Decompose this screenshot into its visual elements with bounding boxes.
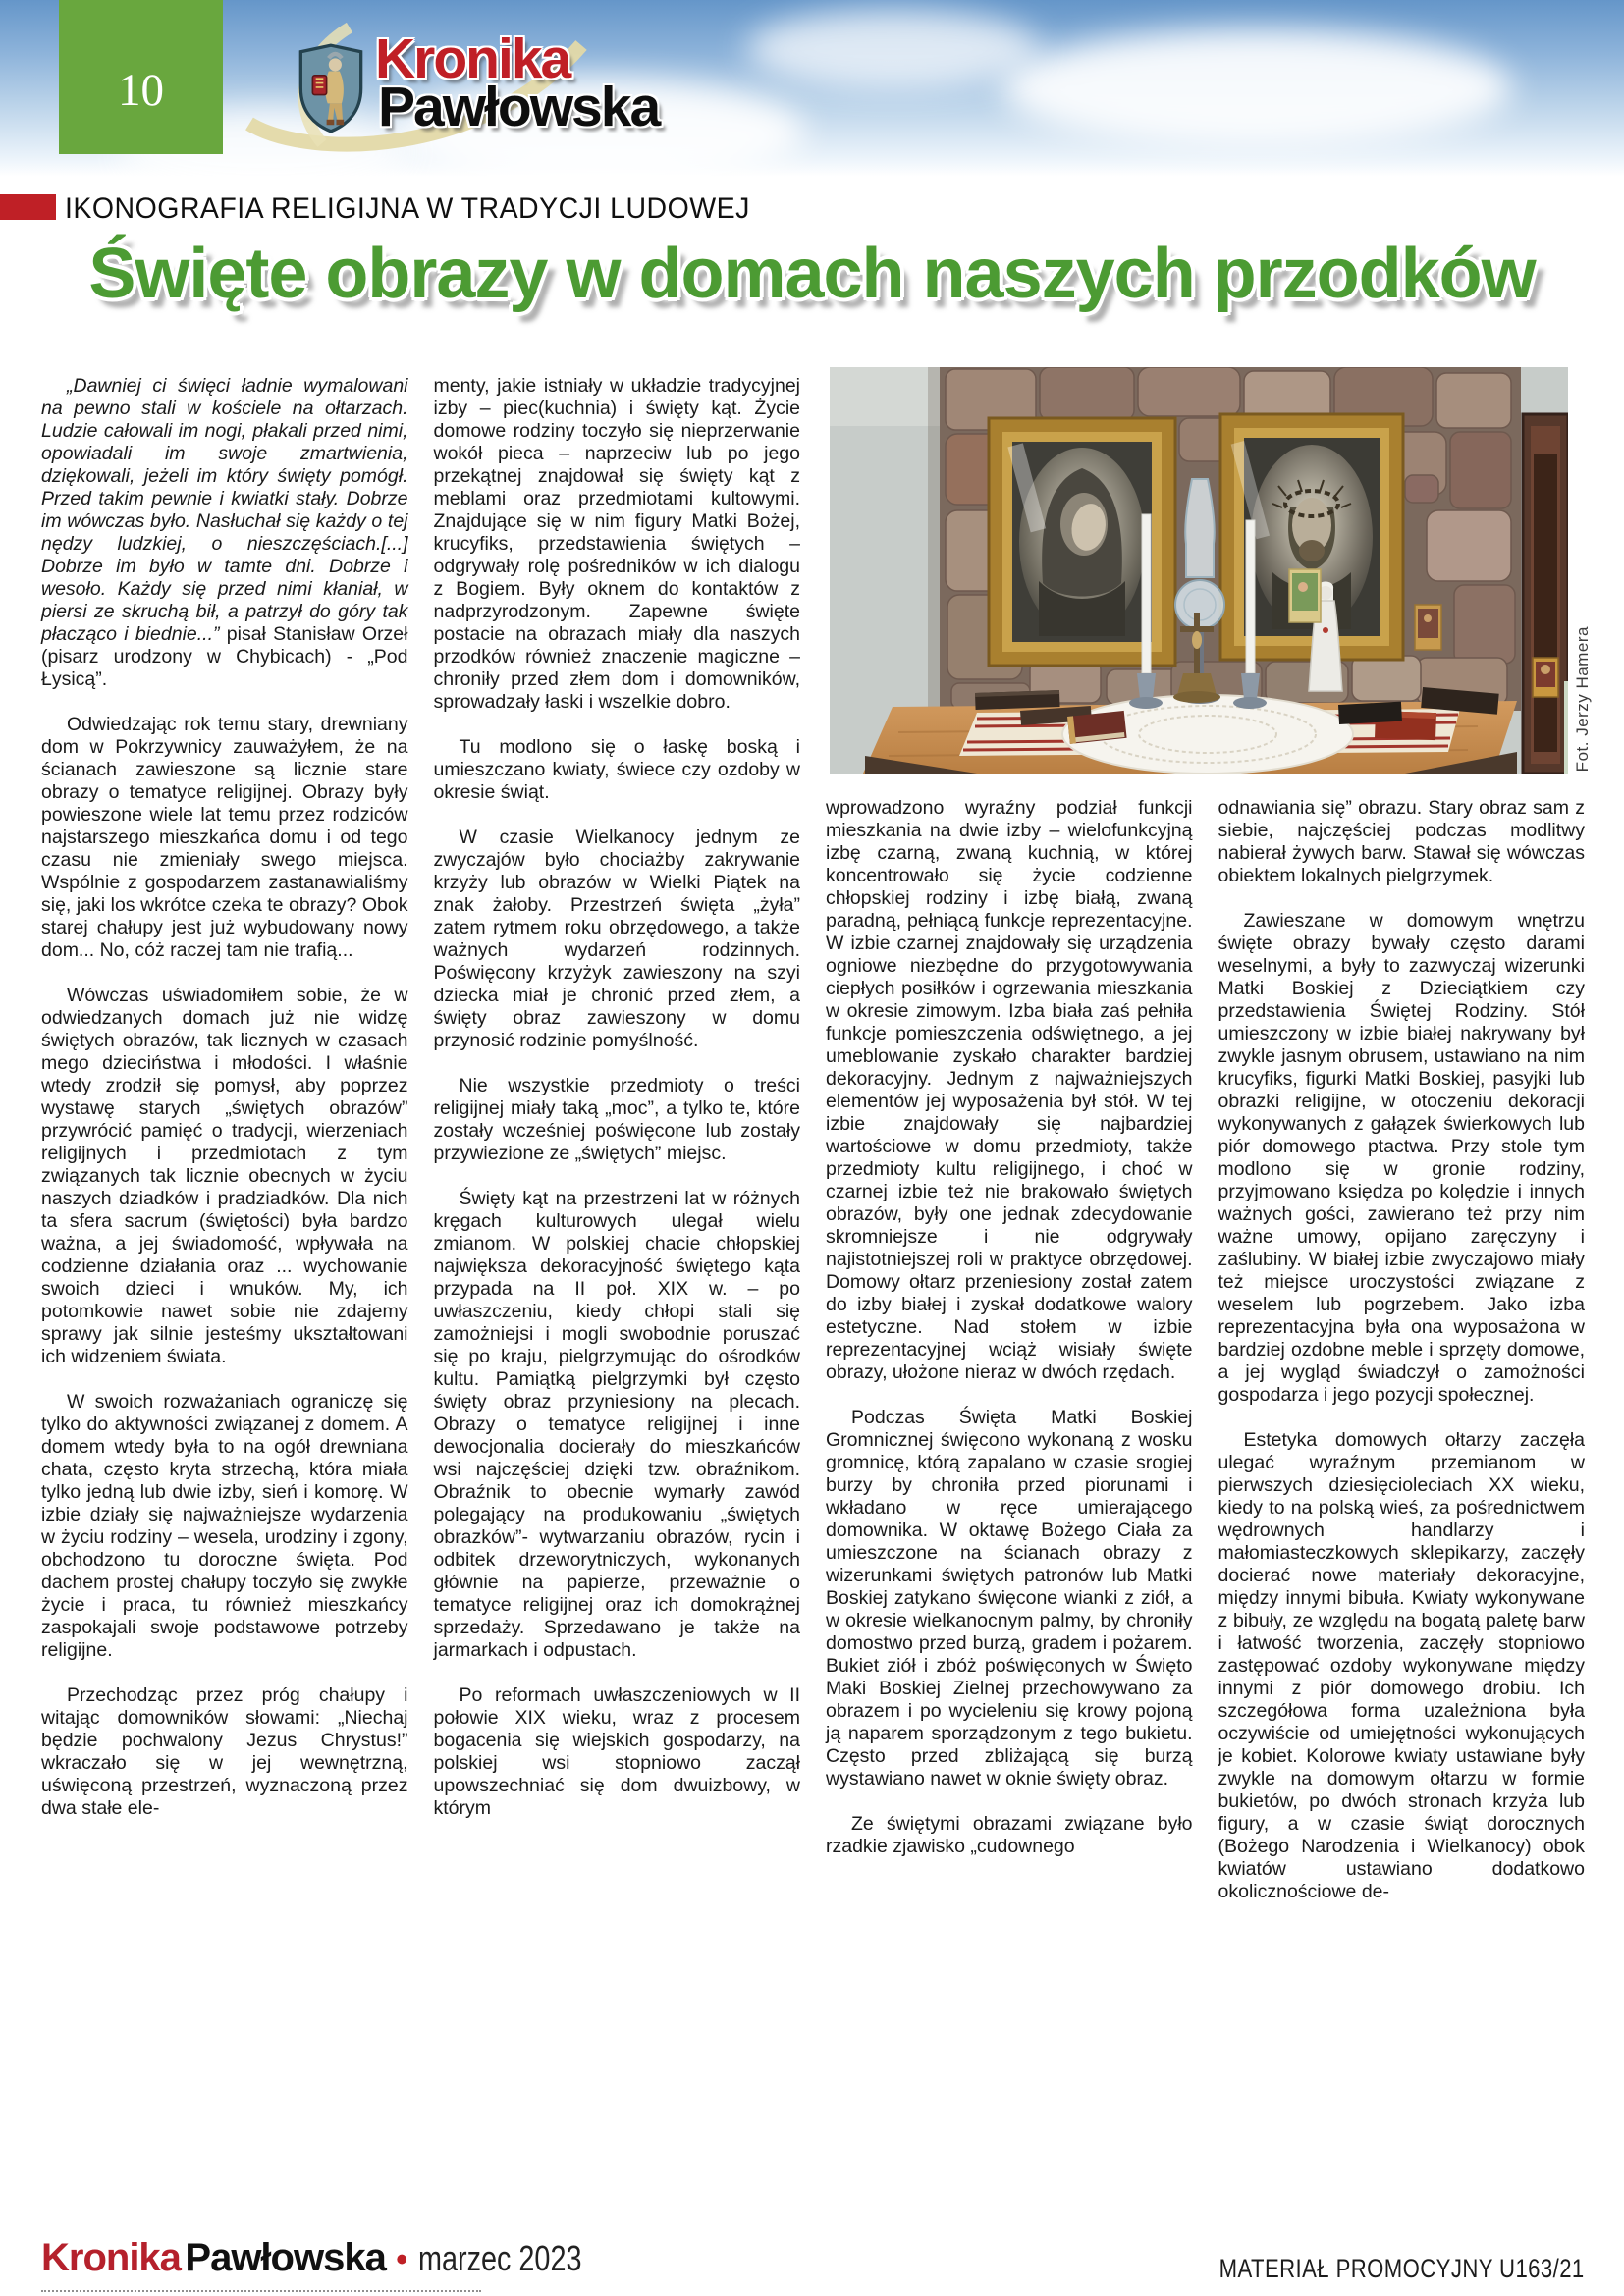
paragraph: Zawieszane w domowym wnętrzu święte obrazy bywały często darami weselnymi, a były to zazwyczaj wizerunki Matki Boskiej z Dzieciątkiem czy przedstawienia Świętej Rodziny. Stół umieszczony w izbie białej nakrywany był zwykle jasnym obrusem, ustawiano na nim krucyfiks, figurki Matki Boskiej, pasyjki lub obrazki religijne, w otoczeniu dekoracji wykonywanych z gałązek świerkowych lub piór domowego ptactwa. Przy stole tym modlono się w gronie rodziny, przyjmowano księdza po kolędzie i innych ważnych gości, zawierano też przy nim ważne umowy, opijano zaręczyny i zaślubiny. W białej izbie zwyczajowo miały też miejsce uroczystości związane z weselem lub pogrzebem. Jako izba reprezentacyjna była ona wyposażona w bardziej ozdobne meble i sprzęty domowe, a jej wygląd świadczył o zamożności gospodarza i jego pozycji społecznej. (1218, 910, 1585, 1406)
paragraph: W swoich rozważaniach ograniczę się tylko do aktywności związanej z domem. A domem wtedy była to na ogół drewniana chata, często kryta strzechą, która miała tylko jedną lub dwie izby, sień i komorę. W izbie działy się najważniejsze wydarzenia w życiu rodziny – wesela, urodziny i zgony, obchodzono tu doroczne święta. Pod dachem prostej chałupy toczyło się zwykłe życie i praca, tu również mieszkańcy zaspokajali swoje podstawowe potrzeby religijne. (41, 1391, 408, 1661)
footer-bullet: • (396, 2241, 408, 2278)
opening-quote-paragraph (41, 375, 408, 691)
column-1 (41, 375, 408, 1903)
column-3 (826, 375, 1193, 1903)
footer-brand-word1: Kronika (41, 2236, 181, 2279)
article-title: Święte obrazy w domach naszych przodków (88, 235, 1536, 313)
quote-text: „Dawniej ci święci ładnie wymalowani na pewno stali w kościele na ołtarzach. Ludzie całowali im nogi, płakali przed nimi, opowiadali im swoje zmartwienia, dziękowali, jeżeli im który święty pomógł. Przed takim pewnie i kwiatki stały. Dobrze im wówczas było. Nasłuchał się każdy o tej nędzy ludzkiej, o nieszczęściach.[...] Dobrze im było w tamte dni. Dobrze i wesoło. Każdy się przed nimi kłaniał, w piersi ze skruchą bił, a patrzył do góry tak płacząco i biednie...” (41, 375, 408, 645)
paragraph: Wówczas uświadomiłem sobie, że w odwiedzanych domach już nie widzę świętych obrazów, tak licznych w czasach mego dzieciństwa i młodości. I właśnie wtedy zrodził się pomysł, aby poprzez wystawę starych „świętych obrazów” przywrócić pamięć o tradycji, wierzeniach religijnych i przedmiotach z tym związanych tak licznie obecnych w życiu naszych dziadków i pradziadków. Dla nich ta sfera sacrum (świętości) była bardzo ważna, a jej świadomość, wpływała na codzienne działania oraz ... wychowanie swoich dzieci i wnuków. My, ich potomkowie nawet sobie nie zdajemy sprawy jak silnie jesteśmy ukształtowani ich widzeniem świata. (41, 985, 408, 1367)
kicker-row (0, 192, 1624, 225)
paragraph: wprowadzono wyraźny podział funkcji mieszkania na dwie izby – wielofunkcyjną izbę czarną, zwaną kuchnią, w której koncentrowało się życie codzienne chłopskiej rodziny i izbę białą, zwaną paradną, pełniącą funkcje reprezentacyjne. W izbie czarnej znajdowały się urządzenia ogniowe niezbędne do przygotowywania ciepłych posiłków i ogrzewania mieszkania w okresie zimowym. Izba biała zaś pełniła funkcje pomieszczenia odświętnego, a jej umeblowanie zyskało charakter bardziej dekoracyjny. Jednym z najważniejszych elementów jej wyposażenia był stół. W tej izbie znajdowały się najbardziej wartościowe w domu przedmioty, także przedmioty kultu religijnego, i choć w czarnej izbie też nie brakowało świętych obrazów, były one jednak zdecydowanie skromniejsze i nie odgrywały najistotniejszej roli w praktyce obrzędowej. Domowy ołtarz przeniesiony został zatem do izby białej i zyskał dodatkowe walory estetyczne. Nad stołem w izbie reprezentacyjnej wciąż wisiały święte obrazy, ułożone nieraz w dwóch rzędach. (826, 797, 1193, 1383)
logo-word-pawlowska: Pawłowska (378, 76, 660, 138)
paragraph: Przechodząc przez próg chałupy i witając domowników słowami: „Niechaj będzie pochwalony Jezus Chrystus!” wkraczało się w jej wewnętrzną, uświęconą przestrzeń, wyznaczoną przez dwa stałe ele- (41, 1684, 408, 1819)
paragraph: menty, jakie istniały w układzie tradycyjnej izby – piec(kuchnia) i święty kąt. Życie domowe rodziny toczyło się nieprzerwanie wokół pieca – naprzeciw lub po jego przekątnej znajdował się święty kąt z meblami oraz przedmiotami kultowymi. Znajdujące się w nim figury Matki Bożej, krucyfiks, przedstawienia świętych – odgrywały rolę pośredników w ich dialogu z Bogiem. Były oknem do kontaktów z nadprzyrodzonym. Zapewne święte postacie na obrazach miały dla naszych przodków również znaczenie magiczne – chroniły przed złem dom i domowników, sprowadzały łaski i wszelkie dobro. (433, 375, 800, 713)
paragraph: W czasie Wielkanocy jednym ze zwyczajów było chociażby zakrywanie krzyży lub obrazów w Wielki Piątek na znak żałoby. Przestrzeń święta „żyła” zatem rytmem roku obrzędowego, a także ważnych wydarzeń rodzinnych. Poświęcony krzyżyk zawieszony na szyi dziecka miał je chronić przed złem, a święty obraz zawieszony w domu przynosić rodzinie pomyślność. (433, 827, 800, 1051)
paragraph: Święty kąt na przestrzeni lat w różnych kręgach kulturowych ulegał wielu zmianom. W polskiej chacie chłopskiej największa dekoracyjność świętego kąta przypada na II poł. XIX w. – po uwłaszczeniu, kiedy chłopi stali się zamożniejsi i mogli swobodnie poruszać się po kraju, pielgrzymując do ośrodków kultu. Pamiątką pielgrzymki był często święty obraz przyniesiony na plecach. Obrazy o tematyce religijnej i inne dewocjonalia docierały do mieszkańców wsi najczęściej dzięki tzw. obraźnikom. Obraźnik to obecnie wymarły zawód polegający na produkowaniu „świętych obrazków”- wytwarzaniu obrazów, rycin i odbitek drzeworytniczych, wykonanych głównie na papierze, przeważnie o tematyce religijnej oraz ich domokrążnej sprzedaży. Sprzedawano je także na jarmarkach i odpustach. (433, 1188, 800, 1661)
newspaper-logo (242, 24, 791, 161)
page-number-box (59, 0, 223, 154)
footer-issue-date: marzec 2023 (417, 2238, 582, 2278)
quote-attribution: pisał Stanisław Orzeł (pisarz urodzony w Chybicach) - „Pod Łysicą”. (41, 623, 408, 690)
red-bar-decoration (0, 194, 56, 220)
paragraph: odnawiania się” obrazu. Stary obraz sam z siebie, najczęściej podczas modlitwy nabierał żywych barw. Stawał się wówczas obiektem lokalnych pielgrzymek. (1218, 797, 1585, 886)
paragraph: Po reformach uwłaszczeniowych w II połowie XIX wieku, wraz z procesem bogacenia się wiejskich gospodarzy, na polskiej wsi stopniowo zaczął upowszechniać się dom dwuizbowy, w którym (433, 1684, 800, 1819)
column-2 (434, 375, 801, 1903)
column-4 (1218, 375, 1586, 1903)
photo-spacer (1218, 375, 1586, 797)
paragraph: Estetyka domowych ołtarzy zaczęła ulegać wyraźnym przemianom w pierwszych dziesięcioleciach XX wieku, kiedy to na polską wieś, za pośrednictwem wędrownych handlarzy i małomiasteczkowych sklepikarzy, zaczęły docierać nowe materiały dekoracyjne, między innymi bibuła. Kwiaty wykonywane z bibuły, ze względu na bogatą paletę barw i łatwość tworzenia, zaczęły stopniowo zastępować ozdoby wykonywane między innymi z piór domowego drobiu. Ich szczegółowa forma uzależniona była oczywiście od umiejętności wykonujących je kobiet. Kolorowe kwiaty ustawiane były zwykle na domowym ołtarzu w formie bukietów, po dwóch stronach krzyża lub figury, a w czasie świąt dorocznych (Bożego Narodzenia i Wielkanocy) obok kwiatów ustawiano dodatkowo okolicznościowe de- (1218, 1429, 1585, 1902)
cloud-decoration (1001, 29, 1512, 147)
footer-promo-note: MATERIAŁ PROMOCYJNY U163/21 (1219, 2254, 1585, 2283)
photo-spacer (826, 375, 1193, 797)
coat-of-arms-icon (298, 43, 363, 133)
paragraph: Odwiedzając rok temu stary, drewniany dom w Pokrzywnicy zauważyłem, że na ścianach zawieszone są licznie stare obrazy o tematyce religijnej. Obrazy były powieszone wiele lat temu przez rodziców najstarszego mieszkańca domu i od tego czasu nie zmieniały swego miejsca. Wspólnie z gospodarzem zastanawialiśmy się, jaki los wkrótce czeka te obrazy? Obok starej chałupy jest już wybudowany nowy dom... No, cóż raczej tam nie trafią... (41, 714, 408, 961)
footer-brand-word2: Pawłowska (185, 2236, 386, 2279)
article-columns (41, 375, 1585, 1903)
section-kicker: IKONOGRAFIA RELIGIJNA W TRADYCJI LUDOWEJ (65, 192, 750, 225)
paragraph: Podczas Święta Matki Boskiej Gromnicznej święcono wykonaną z wosku gromnicę, którą zapalano w czasie srogiej burzy by chroniła przed piorunami i wkładano w ręce umierającego domownika. W oktawę Bożego Ciała za umieszczone na ścianach obrazy z wizerunkami świętych patronów lub Matki Boskiej zatykano święcone wianki z ziół, a w okresie wielkanocnym palmy, by chroniły domostwo przed burzą, gradem i pożarem. Bukiet ziół i zbóż poświęconych w Święto Maki Boskiej Zielnej przechowywano za obrazem i po wycieleniu się krowy pojoną ją naparem sporządzonym z tego bukietu. Często przed zbliżającą się burzą wystawiano nawet w oknie święty obraz. (826, 1407, 1193, 1789)
photo-credit-text: Fot. Jerzy Hamera (1573, 625, 1592, 772)
paragraph: Nie wszystkie przedmioty o treści religijnej miały taką „moc”, a tylko te, które zostały wcześniej poświęcone lub zostały przywiezione ze „świętych” miejsc. (433, 1075, 800, 1164)
logo-word-kronika: Kronika (375, 27, 570, 90)
footer-brand (41, 2236, 582, 2292)
page-number: 10 (118, 64, 164, 116)
paragraph: Tu modlono się o łaskę boską i umieszczano kwiaty, świece czy ozdoby w okresie świąt. (433, 736, 800, 803)
paragraph: Ze świętymi obrazami związane było rzadkie zjawisko „cudownego (826, 1813, 1193, 1857)
